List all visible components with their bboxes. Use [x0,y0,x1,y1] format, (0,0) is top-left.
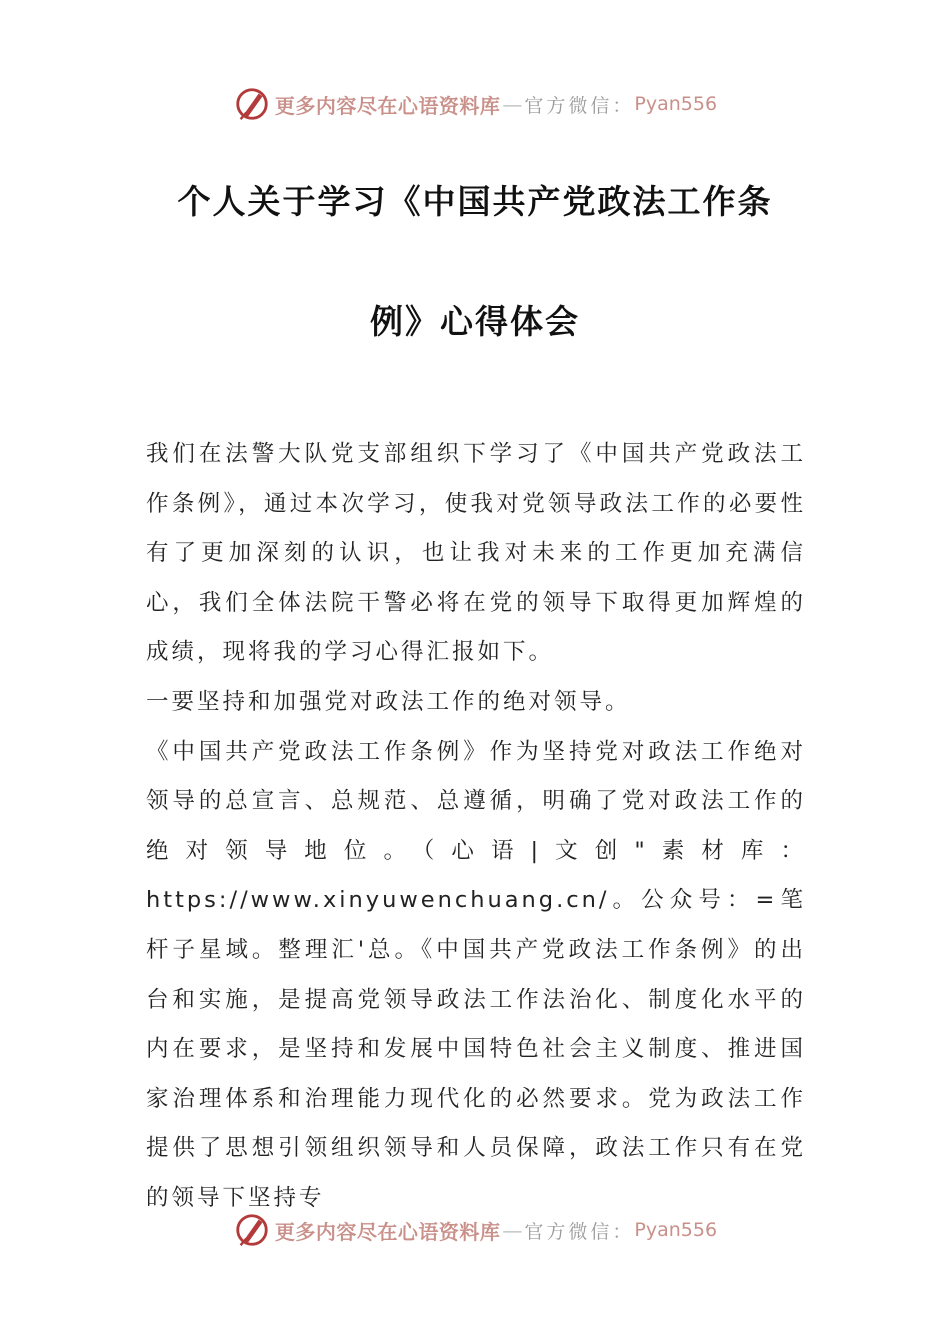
header-wechat-label: 官方微信： [524,94,635,117]
body-paragraph-main: 《中国共产党政法工作条例》作为坚持党对政法工作绝对领导的总宣言、总规范、总遵循，明确了党对政法工作的绝对领导地位。（心语|文创"素材库：https://www.xinyuwenchuang.cn/。公众号：=笔杆子星域。整理汇'总。《中国共产党政法工作条例》的出台和实施，是提高党领导政法工作法治化、制度化水平的内在要求，是坚持和发展中国特色社会主义制度、推进国家治理体系和治理能力现代化的必然要求。党为政法工作提供了思想引领组织领导和人员保障，政法工作只有在党的领导下坚持专 [146,738,806,1211]
quill-logo-icon [233,1211,271,1249]
document-title-line-1: 个人关于学习《中国共产党政法工作条 [177,182,773,221]
header-brand-text: 更多内容尽在心语资料库 [274,93,501,118]
header-wechat-id: Pyan556 [634,93,718,115]
body-paragraph-intro: 我们在法警大队党支部组织下学习了《中国共产党政法工作条例》，通过本次学习，使我对党领导政法工作的必要性有了更加深刻的认识，也让我对未来的工作更加充满信心，我们全体法院干警必将在党的领导下取得更加辉煌的成绩，现将我的学习心得汇报如下。 [146,441,806,666]
document-body [146,430,806,1224]
quill-logo-icon [233,85,271,123]
header-separator: — [502,92,523,116]
footer-separator: — [502,1218,523,1242]
footer-wechat-id: Pyan556 [634,1219,718,1241]
footer-brand-text: 更多内容尽在心语资料库 [274,1219,501,1244]
footer-banner [0,1210,950,1250]
body-paragraph-heading: 一要坚持和加强党对政法工作的绝对领导。 [146,688,631,715]
document-title-line-2: 例》心得体会 [370,302,580,341]
header-banner [0,84,950,124]
footer-wechat-label: 官方微信： [524,1220,635,1243]
